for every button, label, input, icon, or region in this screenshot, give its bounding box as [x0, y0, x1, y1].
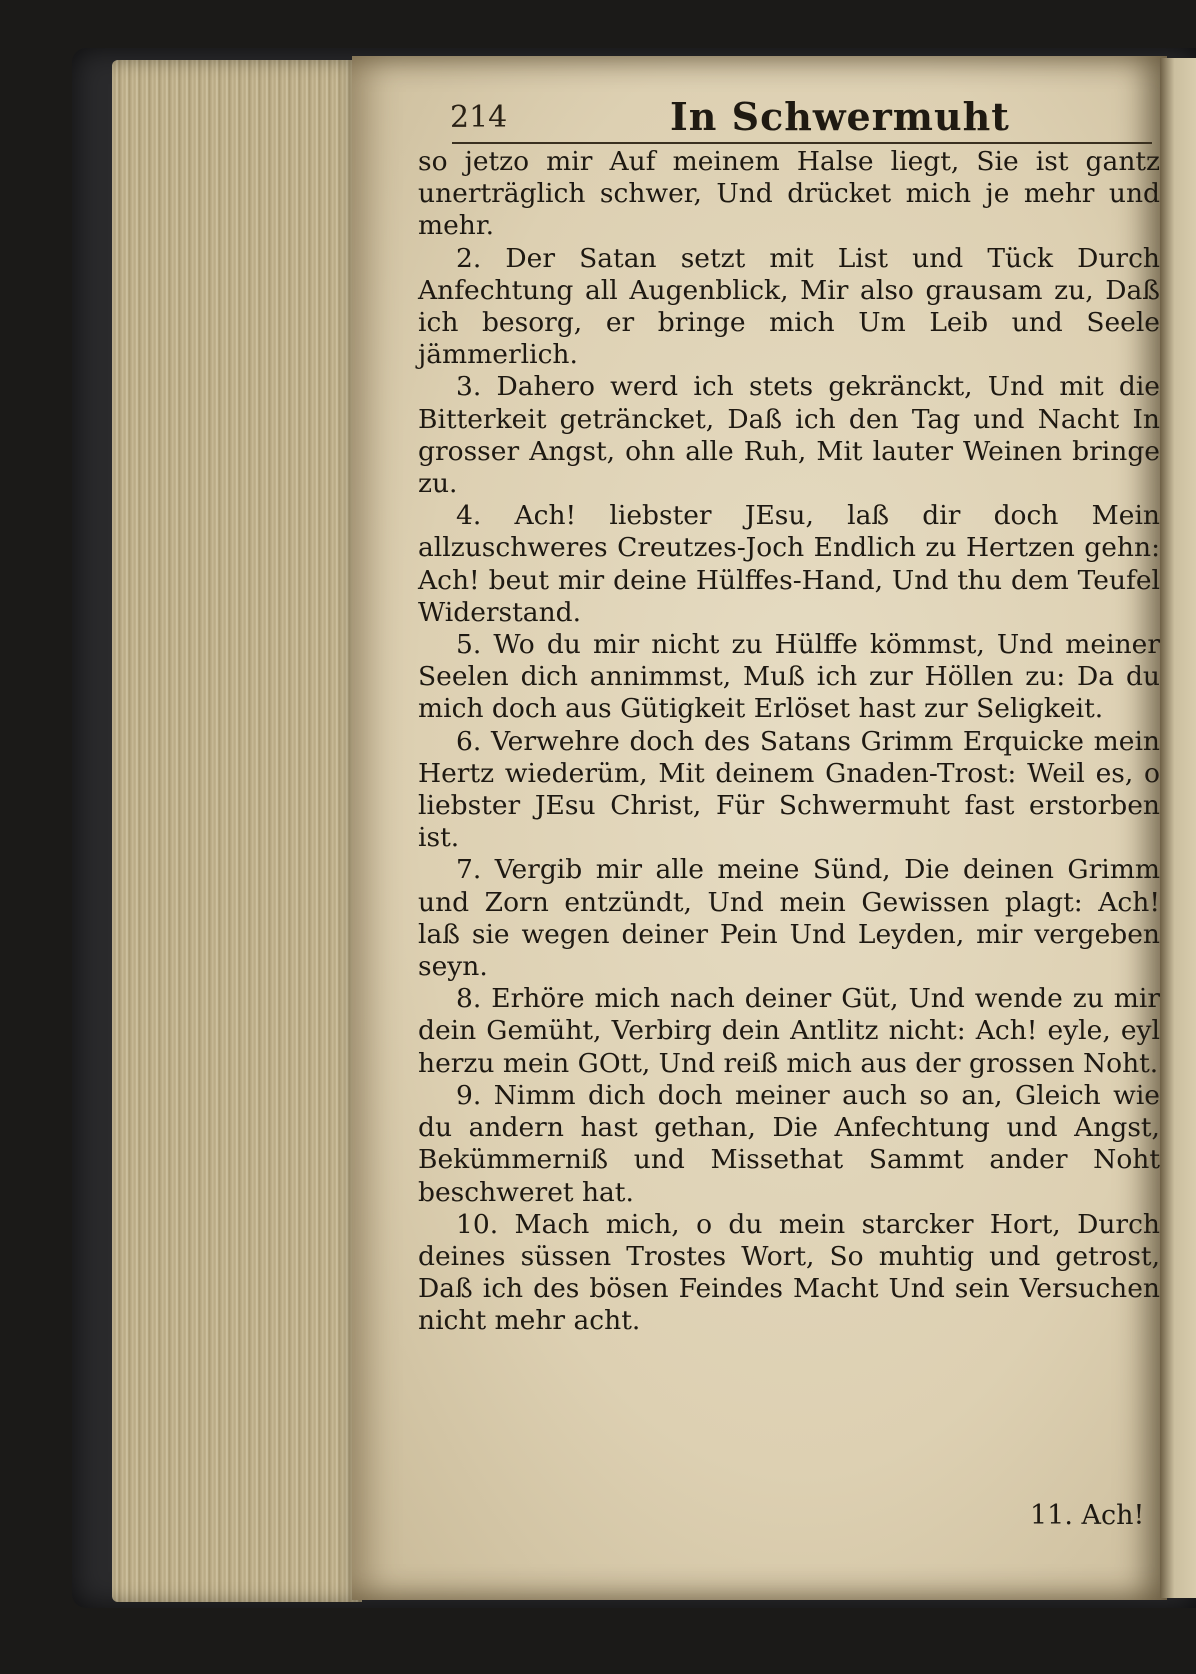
- verse-3: 3. Dahero werd ich stets gekränckt, Und mit die Bitterkeit geträncket, Daß ich den Tag und Nacht In grosser Angst, ohn alle Ruh, Mit lauter Weinen bringe zu.: [418, 371, 1160, 500]
- verse-9: 9. Nimm dich doch meiner auch so an, Gleich wie du andern hast gethan, Die Anfechtung und Angst, Bekümmerniß und Missethat Sammt ander Noht beschweret hat.: [418, 1079, 1160, 1208]
- page-header: [450, 94, 1170, 144]
- header-rule: [452, 142, 1152, 144]
- next-page-edge: [1160, 58, 1196, 1598]
- hymn-text: [418, 146, 1160, 1338]
- page-edges: [112, 60, 362, 1602]
- verse-8: 8. Erhöre mich nach deiner Güt, Und wende zu mir dein Gemüht, Verbirg dein Antlitz nicht: Ach! eyle, eyl herzu mein GOtt, Und reiß mich aus der grossen Noht.: [418, 983, 1160, 1079]
- verse-6: 6. Verwehre doch des Satans Grimm Erquicke mein Hertz wiederüm, Mit deinem Gnaden-Trost: Weil es, o liebster JEsu Christ, Für Schwermuht fast erstorben ist.: [418, 725, 1160, 854]
- verse-4: 4. Ach! liebster JEsu, laß dir doch Mein allzuschweres Creutzes-Joch Endlich zu Hertzen gehn: Ach! beut mir deine Hülffes-Hand, Und thu dem Teufel Widerstand.: [418, 500, 1160, 628]
- catchword: 11. Ach!: [1030, 1500, 1145, 1531]
- page-number: 214: [450, 100, 508, 135]
- verse-7: 7. Vergib mir alle meine Sünd, Die deinen Grimm und Zorn entzündt, Und mein Gewissen plagt: Ach! laß sie wegen deiner Pein Und Leyden, mir vergeben seyn.: [418, 854, 1160, 983]
- verse-10: 10. Mach mich, o du mein starcker Hort, Durch deines süssen Trostes Wort, So muhtig und getrost, Daß ich des bösen Feindes Macht Und sein Versuchen nicht mehr acht.: [418, 1208, 1160, 1337]
- verse-2: 2. Der Satan setzt mit List und Tück Durch Anfechtung all Augenblick, Mir also grausam zu, Daß ich besorg, er bringe mich Um Leib und Seele jämmerlich.: [418, 242, 1160, 371]
- verse-1-continued: so jetzo mir Auf meinem Halse liegt, Sie ist gantz unerträglich schwer, Und drücket mich je mehr und mehr.: [418, 146, 1160, 242]
- verse-5: 5. Wo du mir nicht zu Hülffe kömmst, Und meiner Seelen dich annimmst, Muß ich zur Höllen zu: Da du mich doch aus Gütigkeit Erlöset hast zur Seligkeit.: [418, 629, 1160, 725]
- running-head: In Schwermuht: [670, 94, 1010, 139]
